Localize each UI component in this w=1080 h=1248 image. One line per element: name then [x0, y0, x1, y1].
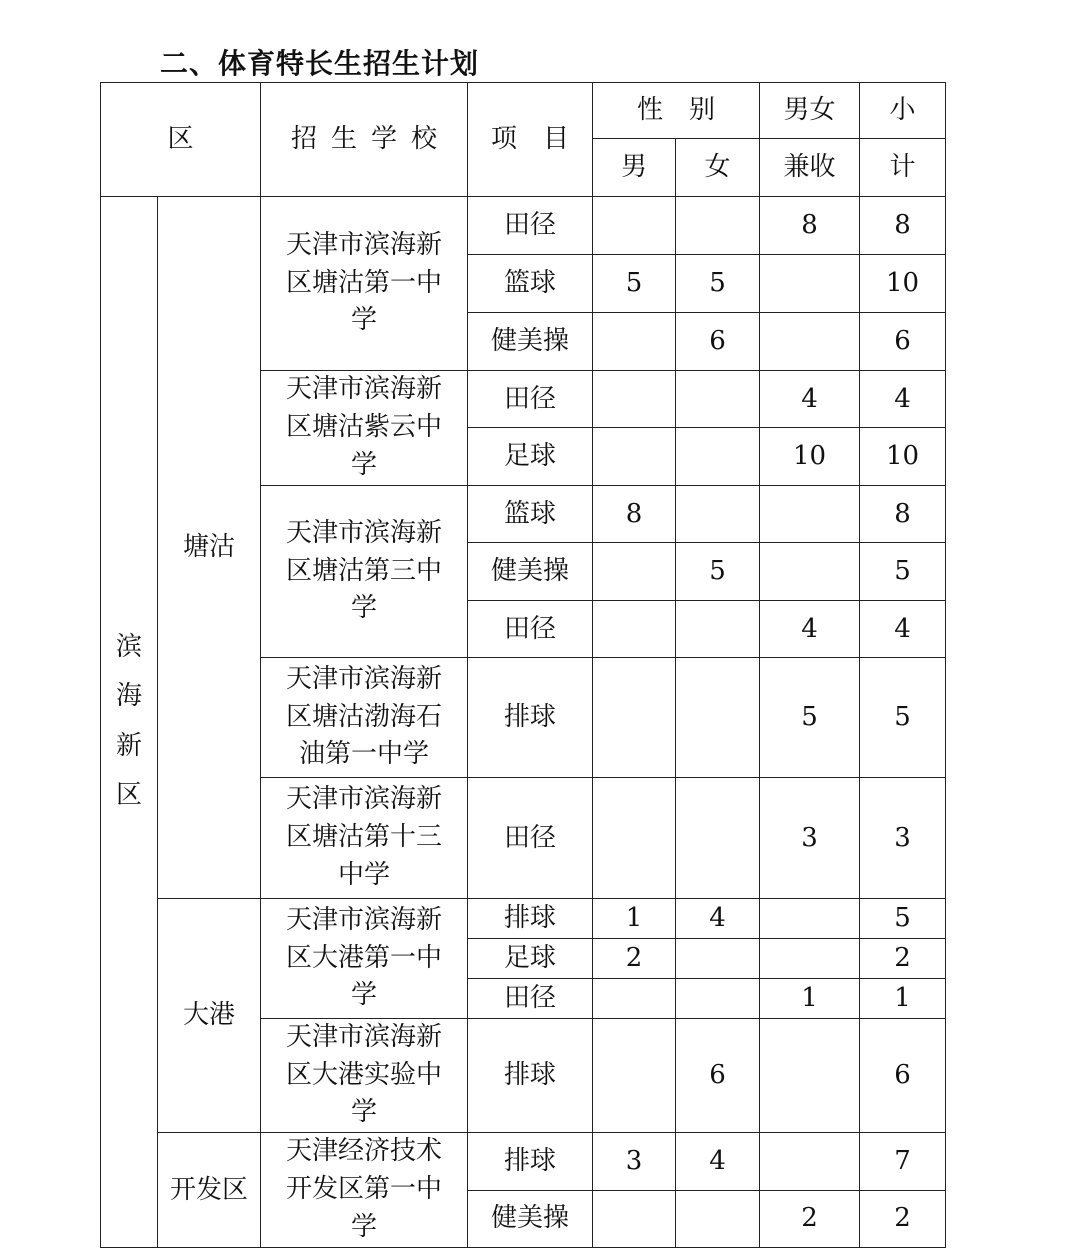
subtotal-cell: 2: [860, 1190, 946, 1247]
female-cell: 4: [676, 1133, 760, 1190]
subtotal-cell: 10: [860, 428, 946, 486]
project-cell: 田径: [468, 371, 593, 428]
header-district: 区: [101, 83, 261, 197]
female-cell: [676, 939, 760, 979]
header-male: 男: [593, 139, 676, 197]
school-cell: 天津市滨海新区塘沽渤海石油第一中学: [261, 658, 468, 778]
male-cell: [593, 1190, 676, 1247]
project-cell: 田径: [468, 979, 593, 1019]
school-cell: 天津市滨海新区大港实验中学: [261, 1019, 468, 1133]
both-cell: [760, 486, 860, 543]
subdistrict-kaifa: 开发区: [158, 1133, 261, 1247]
header-subtotal-line1: 小: [860, 83, 946, 139]
male-cell: [593, 371, 676, 428]
subtotal-cell: 1: [860, 979, 946, 1019]
female-cell: 6: [676, 1019, 760, 1133]
female-cell: [676, 197, 760, 255]
male-cell: 5: [593, 255, 676, 313]
male-cell: [593, 778, 676, 899]
project-cell: 田径: [468, 778, 593, 899]
header-both-line2: 兼收: [760, 139, 860, 197]
project-cell: 健美操: [468, 543, 593, 601]
female-cell: [676, 371, 760, 428]
header-project: 项 目: [468, 83, 593, 197]
project-cell: 排球: [468, 1019, 593, 1133]
male-cell: [593, 601, 676, 658]
female-cell: 4: [676, 899, 760, 939]
male-cell: [593, 658, 676, 778]
both-cell: 3: [760, 778, 860, 899]
subtotal-cell: 4: [860, 601, 946, 658]
male-cell: [593, 1019, 676, 1133]
project-cell: 排球: [468, 1133, 593, 1190]
both-cell: 2: [760, 1190, 860, 1247]
project-cell: 足球: [468, 939, 593, 979]
table-row: [101, 197, 946, 255]
female-cell: [676, 658, 760, 778]
both-cell: [760, 255, 860, 313]
female-cell: 5: [676, 255, 760, 313]
subtotal-cell: 6: [860, 1019, 946, 1133]
male-cell: 3: [593, 1133, 676, 1190]
project-cell: 篮球: [468, 486, 593, 543]
female-cell: [676, 979, 760, 1019]
both-cell: [760, 1133, 860, 1190]
female-cell: [676, 486, 760, 543]
both-cell: 8: [760, 197, 860, 255]
male-cell: [593, 313, 676, 371]
male-cell: 2: [593, 939, 676, 979]
project-cell: 排球: [468, 899, 593, 939]
project-cell: 健美操: [468, 313, 593, 371]
subtotal-cell: 3: [860, 778, 946, 899]
subtotal-cell: 5: [860, 899, 946, 939]
table-row: [101, 1133, 946, 1190]
header-row: [101, 83, 946, 139]
male-cell: 1: [593, 899, 676, 939]
subtotal-cell: 10: [860, 255, 946, 313]
header-school: 招生学校: [261, 83, 468, 197]
male-cell: 8: [593, 486, 676, 543]
female-cell: 6: [676, 313, 760, 371]
page-title: 二、体育特长生招生计划: [160, 47, 480, 80]
both-cell: 5: [760, 658, 860, 778]
header-female: 女: [676, 139, 760, 197]
project-cell: 篮球: [468, 255, 593, 313]
subtotal-cell: 6: [860, 313, 946, 371]
project-cell: 排球: [468, 658, 593, 778]
school-cell: 天津市滨海新区塘沽第三中学: [261, 486, 468, 658]
male-cell: [593, 543, 676, 601]
subtotal-cell: 2: [860, 939, 946, 979]
both-cell: 4: [760, 371, 860, 428]
district-cell: 滨海新区: [101, 197, 158, 1248]
both-cell: [760, 899, 860, 939]
subtotal-cell: 8: [860, 486, 946, 543]
subtotal-cell: 5: [860, 658, 946, 778]
female-cell: [676, 778, 760, 899]
subtotal-cell: 8: [860, 197, 946, 255]
both-cell: [760, 543, 860, 601]
table-row: [101, 899, 946, 939]
both-cell: [760, 1019, 860, 1133]
female-cell: [676, 1190, 760, 1247]
project-cell: 田径: [468, 197, 593, 255]
female-cell: [676, 428, 760, 486]
project-cell: 足球: [468, 428, 593, 486]
subdistrict-dagang: 大港: [158, 899, 261, 1133]
female-cell: 5: [676, 543, 760, 601]
subtotal-cell: 7: [860, 1133, 946, 1190]
both-cell: 1: [760, 979, 860, 1019]
school-cell: 天津市滨海新区塘沽紫云中学: [261, 371, 468, 486]
female-cell: [676, 601, 760, 658]
both-cell: [760, 939, 860, 979]
both-cell: 4: [760, 601, 860, 658]
header-both-line1: 男女: [760, 83, 860, 139]
male-cell: [593, 197, 676, 255]
both-cell: 10: [760, 428, 860, 486]
male-cell: [593, 979, 676, 1019]
subtotal-cell: 4: [860, 371, 946, 428]
header-subtotal-line2: 计: [860, 139, 946, 197]
school-cell: 天津市滨海新区大港第一中学: [261, 899, 468, 1019]
male-cell: [593, 428, 676, 486]
both-cell: [760, 313, 860, 371]
project-cell: 田径: [468, 601, 593, 658]
project-cell: 健美操: [468, 1190, 593, 1247]
header-gender: 性 别: [593, 83, 760, 139]
school-cell: 天津市滨海新区塘沽第十三中学: [261, 778, 468, 899]
school-cell: 天津经济技术开发区第一中学: [261, 1133, 468, 1247]
subdistrict-tanggu: 塘沽: [158, 197, 261, 899]
subtotal-cell: 5: [860, 543, 946, 601]
enrollment-table: [100, 82, 946, 1248]
school-cell: 天津市滨海新区塘沽第一中学: [261, 197, 468, 371]
